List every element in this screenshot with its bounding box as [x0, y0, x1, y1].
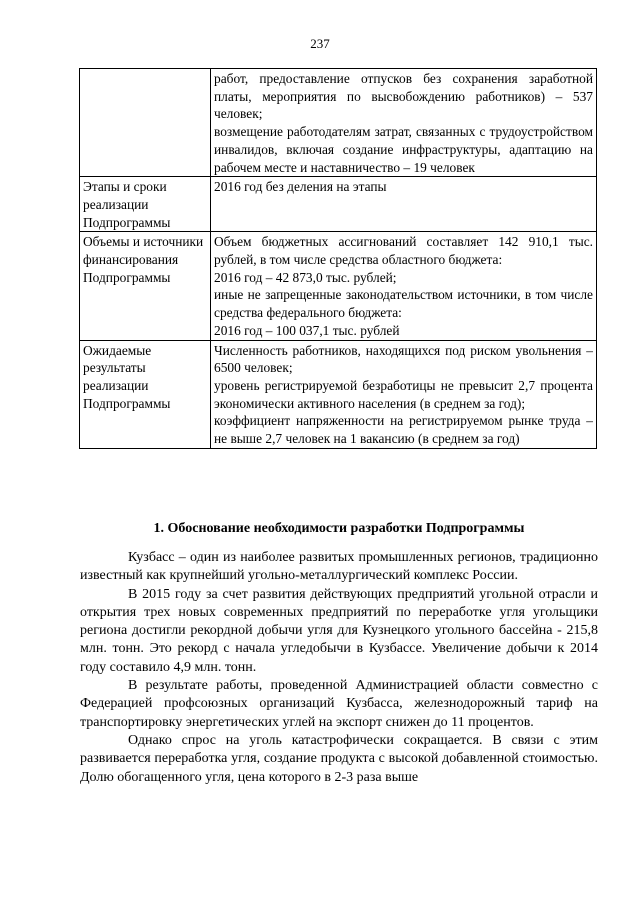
value-paragraph: 2016 год – 100 037,1 тыс. рублей [214, 322, 400, 338]
row-value [211, 340, 597, 448]
value-paragraph: иные не запрещенные законодательством источники, в том числе средства федерального бюджета: [214, 287, 593, 321]
value-paragraph: Численность работников, находящихся под риском увольнения – 6500 человек; [214, 342, 593, 376]
value-paragraph: Объем бюджетных ассигнований составляет 142 910,1 тыс. рублей, в том числе средства областного бюджета: [214, 234, 593, 268]
value-paragraph: коэффициент напряженности на регистрируемом рынке труда – не выше 2,7 человек на 1 вакансию (в среднем за год) [214, 413, 593, 447]
body-paragraph: Кузбасс – один из наиболее развитых промышленных регионов, традиционно известный как крупнейший угольно-металлургический комплекс России. [80, 550, 598, 584]
body-paragraph: Однако спрос на уголь катастрофически сокращается. В связи с этим развивается переработка угля, создание продукта с высокой добавленной стоимостью. Долю обогащенного угля, цена которого в 2-3 раза выше [80, 732, 598, 785]
section-heading: 1. Обоснование необходимости разработки Подпрограммы [153, 521, 525, 536]
row-label: Этапы и сроки реализации Подпрограммы [80, 177, 211, 232]
value-paragraph: уровень регистрируемой безработицы не превысит 2,7 процента экономически активного населения (в среднем за год); [214, 377, 593, 411]
table-row [80, 340, 597, 448]
body-text [80, 549, 598, 787]
row-value [211, 232, 597, 340]
row-label [80, 69, 211, 177]
row-value [211, 69, 597, 177]
row-label: Объемы и источники финансирования Подпрограммы [80, 232, 211, 340]
value-paragraph: 2016 год – 42 873,0 тыс. рублей; [214, 269, 397, 285]
table-row [80, 69, 597, 177]
subprogram-passport-table [79, 68, 597, 449]
value-paragraph: работ, предоставление отпусков без сохранения заработной платы, мероприятия по высвобождению работников) – 537 человек; [214, 71, 593, 122]
row-value [211, 177, 597, 232]
value-paragraph: 2016 год без деления на этапы [214, 179, 387, 195]
page-number: 237 [310, 36, 330, 51]
body-paragraph: В результате работы, проведенной Администрацией области совместно с Федерацией профсоюзных организаций Кузбасса, железнодорожный тариф на транспортировку энергетических углей на экспорт снижен до 11 процентов. [80, 678, 598, 730]
row-label: Ожидаемые результаты реализации Подпрограммы [80, 340, 211, 448]
value-paragraph: возмещение работодателям затрат, связанных с трудоустройством инвалидов, включая создание инфраструктуры, адаптацию на рабочем месте и наставничество – 19 человек [214, 124, 593, 175]
table-row [80, 232, 597, 340]
table-row [80, 177, 597, 232]
body-paragraph: В 2015 году за счет развития действующих предприятий угольной отрасли и открытия трех новых современных предприятий по переработке угля угольщики региона достигли рекордной добычи угля для Кузнецкого угольного бассейна - 215,8 млн. тонн. Это рекорд с начала угледобычи в Кузбассе. Увеличение добычи к 2014 году составило 4,9 млн. тонн. [80, 586, 598, 675]
